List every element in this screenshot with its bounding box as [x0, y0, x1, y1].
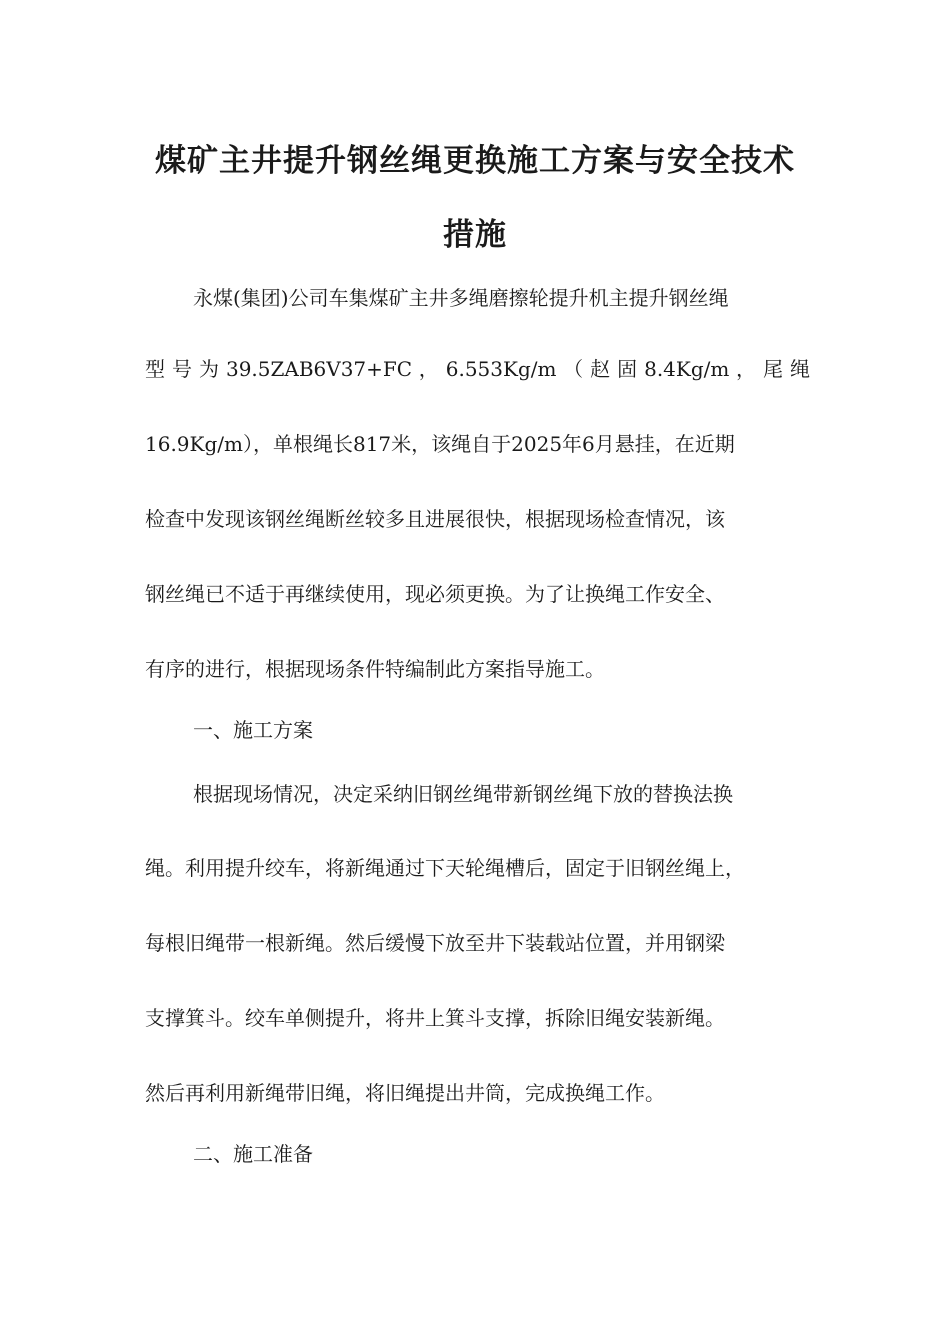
- section-heading-construction-preparation: 二、施工准备: [193, 1142, 313, 1166]
- intro-paragraph-line: 型 号 为 39.5ZAB6V37+FC ， 6.553Kg/m （ 赵 固 8.4Kg/m ， 尾 绳: [145, 357, 810, 381]
- section1-paragraph-line: 根据现场情况，决定采纳旧钢丝绳带新钢丝绳下放的替换法换: [193, 782, 733, 806]
- intro-paragraph-line: 有序的进行，根据现场条件特编制此方案指导施工。: [145, 657, 605, 681]
- section1-paragraph-line: 支撑箕斗。绞车单侧提升，将井上箕斗支撑，拆除旧绳安装新绳。: [145, 1006, 725, 1030]
- intro-paragraph-line: 16.9Kg/m），单根绳长817米，该绳自于2025年6月悬挂，在近期: [145, 432, 735, 456]
- section1-paragraph-line: 然后再利用新绳带旧绳，将旧绳提出井筒，完成换绳工作。: [145, 1081, 665, 1105]
- section-heading-construction-plan: 一、施工方案: [193, 718, 313, 742]
- section1-paragraph-line: 每根旧绳带一根新绳。然后缓慢下放至井下装载站位置，并用钢梁: [145, 931, 725, 955]
- intro-paragraph-line: 检查中发现该钢丝绳断丝较多且进展很快，根据现场检查情况，该: [145, 507, 725, 531]
- intro-paragraph-line: 永煤(集团)公司车集煤矿主井多绳磨擦轮提升机主提升钢丝绳: [193, 286, 729, 310]
- document-title-line-2: 措施: [443, 217, 507, 253]
- document-title-line-1: 煤矿主井提升钢丝绳更换施工方案与安全技术: [155, 143, 795, 179]
- section1-paragraph-line: 绳。利用提升绞车，将新绳通过下天轮绳槽后，固定于旧钢丝绳上，: [145, 856, 745, 880]
- intro-paragraph-line: 钢丝绳已不适于再继续使用，现必须更换。为了让换绳工作安全、: [145, 582, 725, 606]
